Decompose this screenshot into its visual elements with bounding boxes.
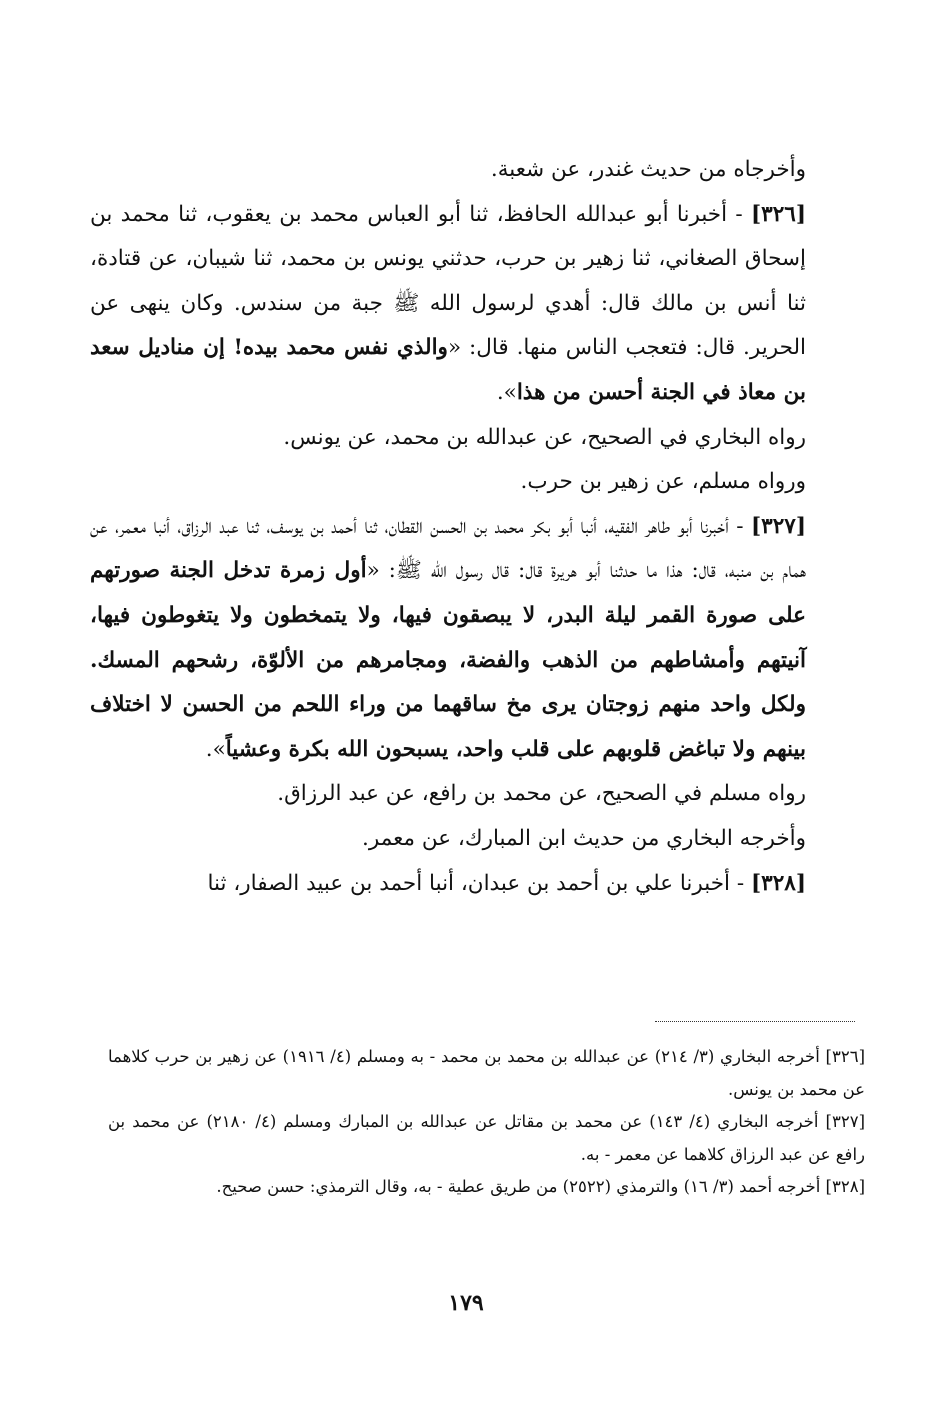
narration-note: ورواه مسلم، عن زهير بن حرب. (520, 469, 806, 495)
hadith-number: [٣٢٦] (750, 201, 806, 227)
hadith-text: - أخبرنا أبو عبدالله الحافظ، ثنا أبو العباس محمد بن يعقوب، ثنا محمد بن إسحاق الصغاني، ثنا زهير بن حرب، حدثني يونس بن محمد، ثنا شيبان، عن قتادة، ثنا أنس بن مالك قال: أهدي لرسول الله ﷺ جبة من سندس. وكان ينهى عن الحرير. قال: فتعجب الناس منها. قال: « (90, 201, 806, 361)
page-number: ١٧٩ (448, 1290, 484, 1316)
hadith-number: [٣٢٨] (750, 870, 806, 896)
hadith-quote: أول زمرة تدخل الجنة صورتهم على صورة القمر ليلة البدر، لا يبصقون فيها، ولا يتمخطون ولا يتغوطون فيها، آنيتهم وأمشاطهم من الذهب والفضة، ومجامرهم من الألوّة، رشحهم المسك. ولكل واحد منهم زوجتان يرى مخ ساقهما من وراء اللحم من الحسن لا اختلاف بينهم ولا تباغض قلوبهم على قلب واحد، يسبحون الله بكرة وعشياً (90, 558, 806, 762)
hadith-328 (90, 862, 862, 907)
narration-note: وأخرجه البخاري من حديث ابن المبارك، عن معمر. (362, 825, 806, 851)
footnote-separator (655, 1021, 855, 1022)
paragraph-line: وأخرجاه من حديث غندر، عن شعبة. (490, 157, 806, 182)
hadith-number: [٣٢٧] (750, 513, 806, 539)
narration-note: رواه البخاري في الصحيح، عن عبدالله بن محمد، عن يونس. (283, 424, 806, 450)
narration-note: رواه مسلم في الصحيح، عن محمد بن رافع، عن عبد الرزاق. (277, 781, 806, 807)
hadith-326 (90, 193, 862, 416)
main-text (90, 148, 862, 906)
hadith-text: - أخبرنا علي بن أحمد بن عبدان، أنبا أحمد بن عبيد الصفار، ثنا (207, 870, 751, 896)
hadith-quote: والذي نفس محمد بيده! إن مناديل سعد بن معاذ في الجنة أحسن من هذا (90, 335, 806, 405)
footnotes (108, 1041, 865, 1204)
hadith-quote-end: ». (496, 379, 517, 405)
footnote-327: [٣٢٧] أخرجه البخاري (٤/ ١٤٣) عن محمد بن مقاتل عن عبدالله بن المبارك ومسلم (٤/ ٢١٨٠) عن محمد بن رافع عن عبد الرزاق كلاهما عن معمر - به. (108, 1112, 866, 1164)
hadith-quote-end: ». (205, 736, 226, 762)
hadith-text: - أخبرنا أبو طاهر الفقيه، أنبا أبو بكر محمد بن الحسن القطان، ثنا أحمد بن يوسف، ثنا عبد الرزاق، أنبا معمر، عن همام بن منبه، قال: هذا ما حدثنا أبو هريرة قال: قال رسول الله ﷺ: « (90, 513, 807, 584)
footnote-326: [٣٢٦] أخرجه البخاري (٣/ ٢١٤) عن عبدالله بن محمد بن محمد - به ومسلم (٤/ ١٩١٦) عن زهير بن حرب كلاهما عن محمد بن يونس. (108, 1047, 866, 1099)
footnote-328: [٣٢٨] أخرجه أحمد (٣/ ١٦) والترمذي (٢٥٢٢) من طريق عطية - به، وقال الترمذي: حسن صحيح. (216, 1177, 865, 1196)
hadith-327 (90, 505, 862, 773)
